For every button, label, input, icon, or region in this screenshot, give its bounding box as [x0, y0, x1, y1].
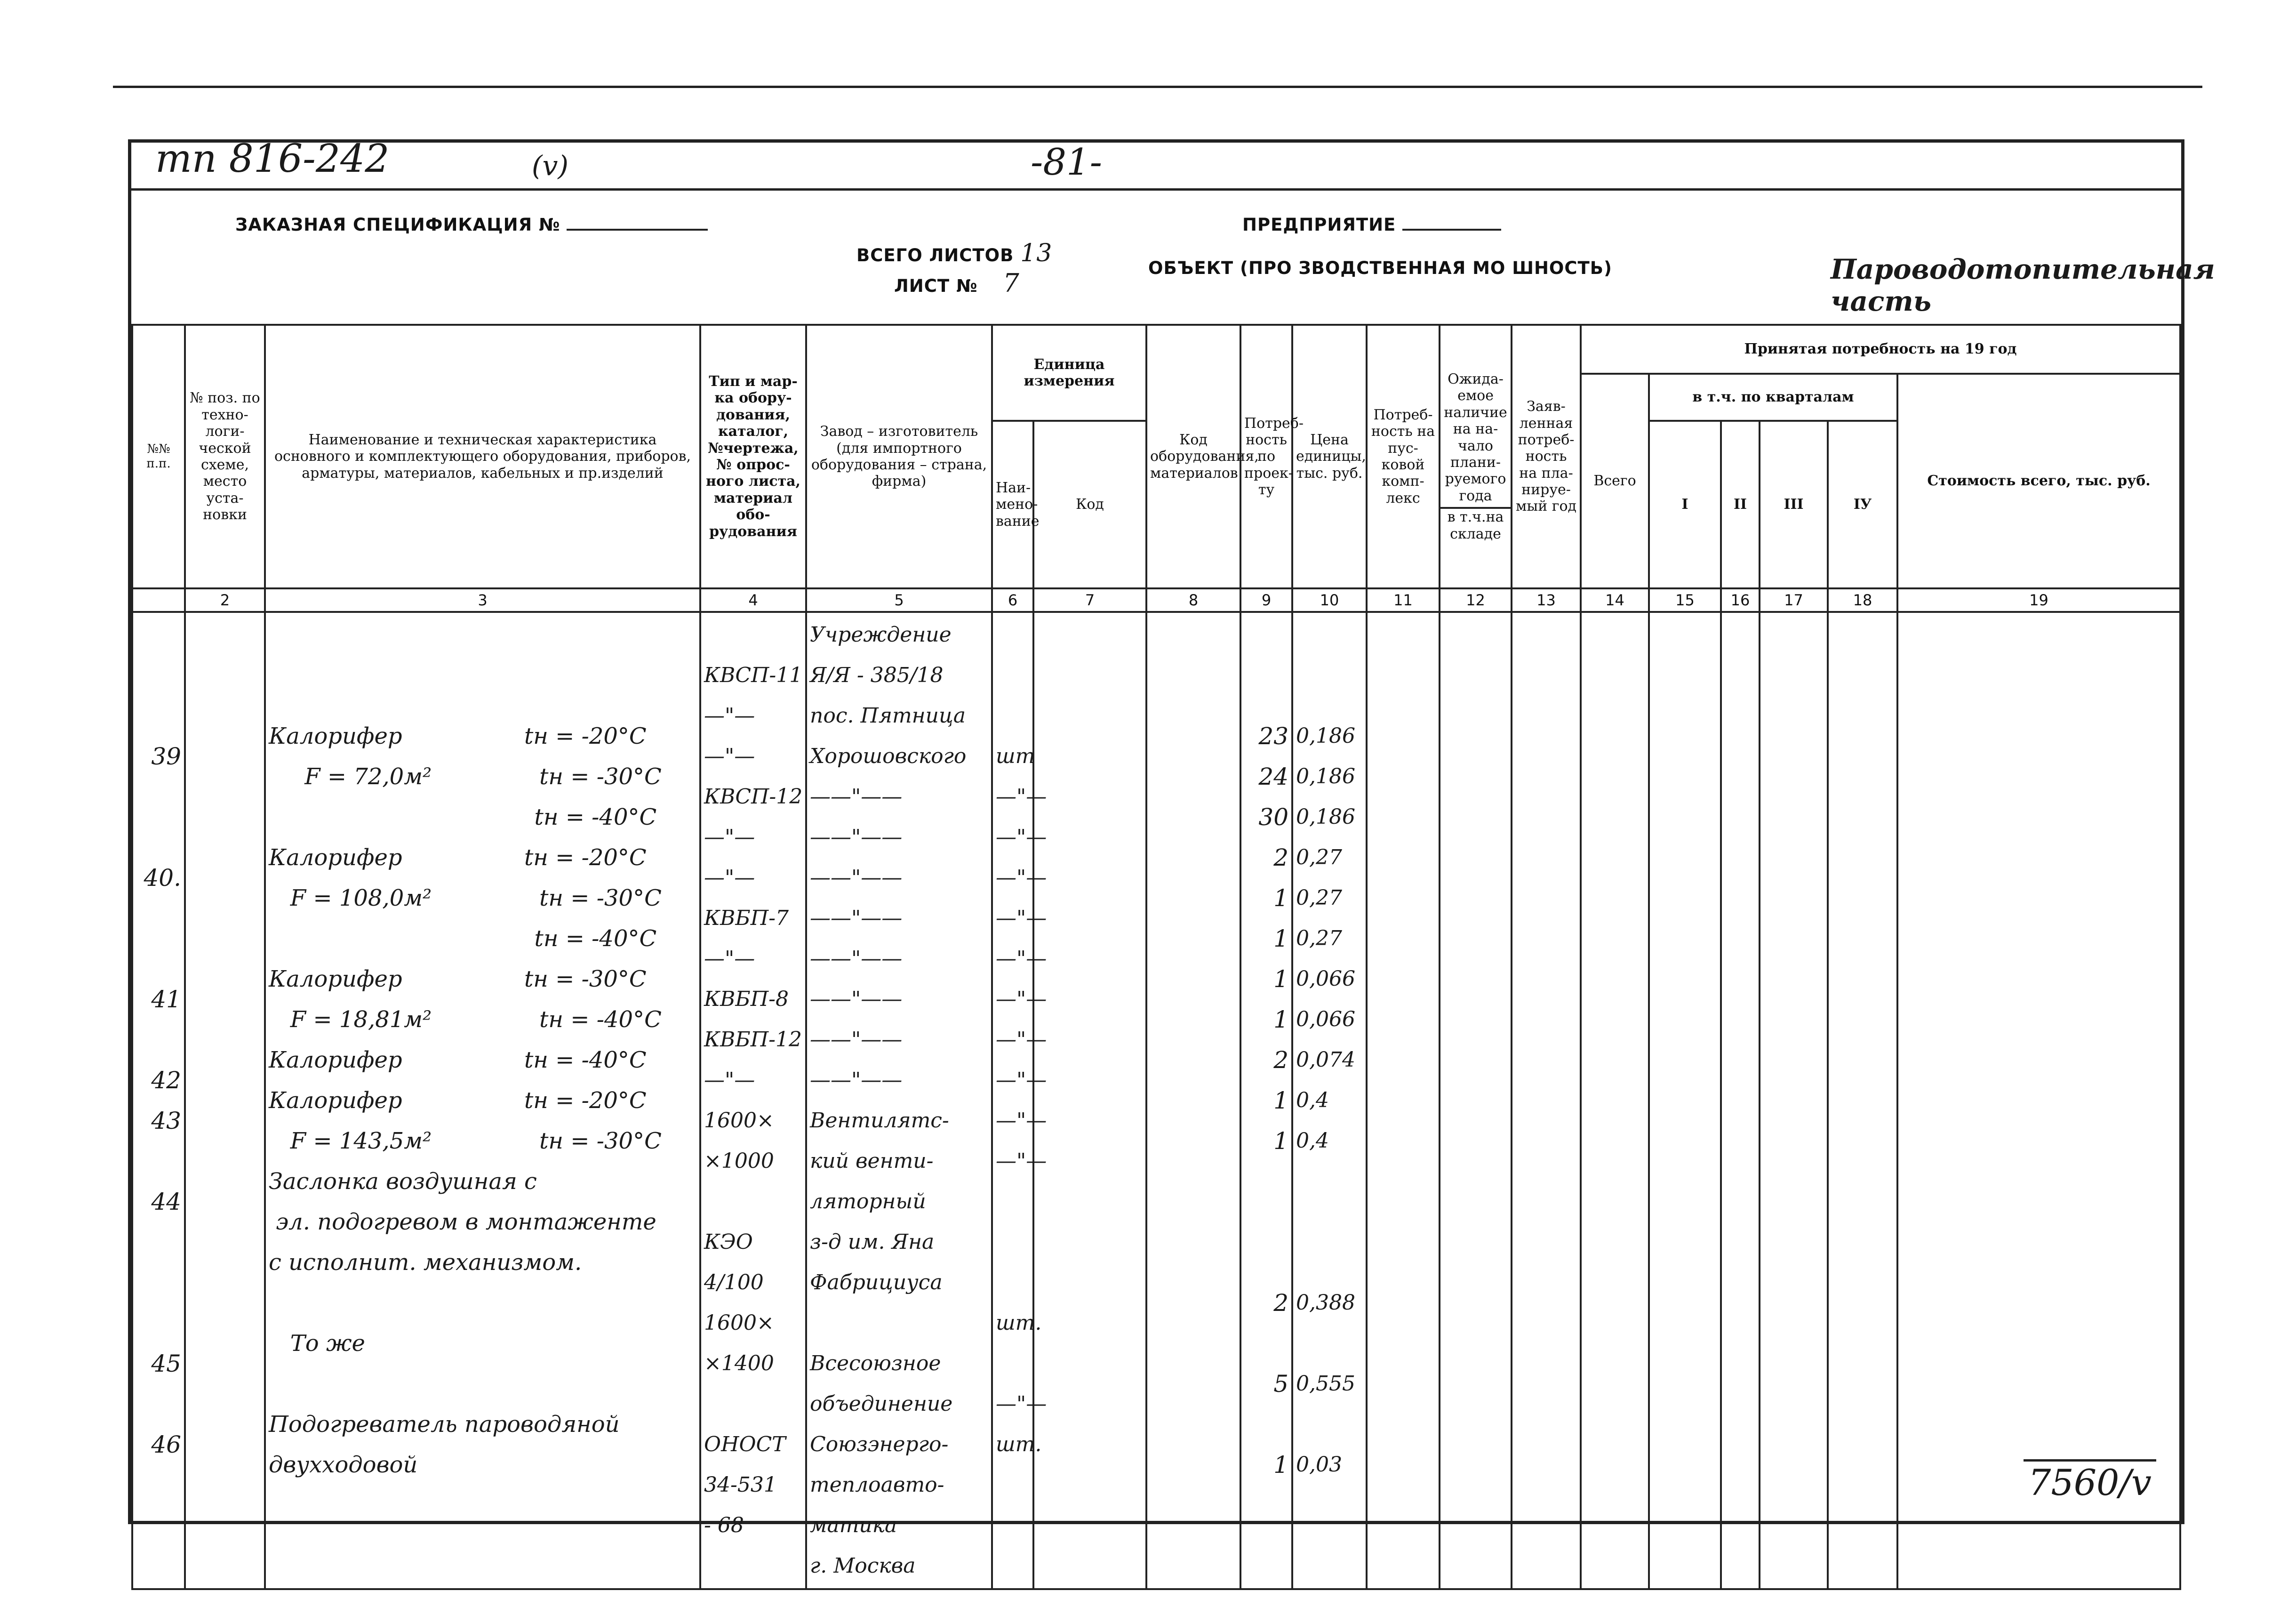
- col-15-18-header: в т.ч. по кварталам: [1649, 374, 1897, 421]
- col-17-header: III: [1760, 421, 1828, 588]
- colnum-15: 15: [1649, 588, 1721, 612]
- colnum-18: 18: [1828, 588, 1897, 612]
- body-col-3: Калорифер tн = -20°С F = 72,0м² tн = -30°С tн = -40°С Калорифер tн = -20°С F = 108,0м² tн = -30°С tн = -40°С Калорифер tн = -30°С F = 18,81м² tн = -40°С Калорифер tн = -40°С Калорифер tн = -20°С F = 143,5м² tн = -30°С Заслонка воздушная с эл. подогревом в монтаженте с исполнит. механизмом. То же Подогреватель пароводяной двухходовой: [265, 612, 700, 1589]
- col-1-header: №№ п.п.: [132, 325, 185, 588]
- colnum-17: 17: [1760, 588, 1828, 612]
- col-11-header: Потребность на пусковой комплекс: [1367, 325, 1440, 588]
- enterprise: [1242, 215, 1501, 235]
- body-col-10: 0,186 0,186 0,186 0,27 0,27 0,27 0,066 0,066 0,074 0,4 0,4 0,388 0,555 0,03: [1292, 612, 1367, 1589]
- col-13-header: Заявленная потребность на планируемый год: [1512, 325, 1581, 588]
- colnum-2: 2: [185, 588, 265, 612]
- colnum-3: 3: [265, 588, 700, 612]
- col-6-7-header: Единица измерения: [992, 325, 1146, 421]
- header-divider: [131, 188, 2181, 191]
- body-col-7: [1033, 612, 1146, 1589]
- spec-title: [235, 215, 708, 235]
- colnum-8: 8: [1146, 588, 1240, 612]
- document-part: (v): [532, 150, 569, 182]
- sheets-total-label: ВСЕГО ЛИСТОВ: [856, 245, 1014, 265]
- col-10-header: Цена единицы, тыс. руб.: [1292, 325, 1367, 588]
- body-col-2: [185, 612, 265, 1589]
- object-label: ОБЪЕКТ (ПРО ЗВОДСТВЕННАЯ МО ШНОСТЬ): [1148, 258, 1612, 278]
- specification-table: [131, 324, 2181, 1590]
- col-5-header: Завод – изготовитель (для импортного оборудования – страна, фирма): [806, 325, 992, 588]
- top-rule: [113, 86, 2202, 88]
- body-col-18: [1828, 612, 1897, 1589]
- spec-number-blank: [567, 229, 708, 231]
- col-2-header: № поз. по технологической схеме, место установки: [185, 325, 265, 588]
- body-col-11: [1367, 612, 1440, 1589]
- colnum-5: 5: [806, 588, 992, 612]
- col-8-header: Код оборудования, материалов: [1146, 325, 1240, 588]
- colnum-10: 10: [1292, 588, 1367, 612]
- section-name: Пароводотопительная часть: [1831, 253, 2215, 317]
- colnum-9: 9: [1240, 588, 1292, 612]
- body-col-1: 39 40. 41 42 43 44 45 46: [132, 612, 185, 1589]
- body-col-4: КВСП-11 —"— —"— КВСП-12 —"— —"— КВБП-7 —"— КВБП-8 КВБП-12 —"— 1600× ×1000 КЭО 4/100 1600× ×1400 ОНОСТ 34-531 - 68: [700, 612, 806, 1589]
- sheet-value: 7: [1003, 268, 1020, 298]
- colnum-19: 19: [1897, 588, 2180, 612]
- colnum-11: 11: [1367, 588, 1440, 612]
- colnum-4: 4: [700, 588, 806, 612]
- body-col-5: Учреждение Я/Я - 385/18 пос. Пятница Хорошовского ——"—— ——"—— ——"—— ——"—— ——"—— ——"—— ——"—— ——"—— Вентилятс- кий венти- ляторный з-д им. Яна Фабрициуса Всесоюзное объединение Союзэнерго- теплоавто- матика г. Москва: [806, 612, 992, 1589]
- body-col-12: [1440, 612, 1512, 1589]
- body-col-8: [1146, 612, 1240, 1589]
- colnum-16: 16: [1721, 588, 1760, 612]
- col-14-19-header: Принятая потребность на 19 год: [1581, 325, 2180, 374]
- sheet-number: [894, 268, 1020, 298]
- body-col-16: [1721, 612, 1760, 1589]
- col-3-header: Наименование и техническая характеристика основного и комплектующего оборудования, приборов, арматуры, материалов, кабельных и пр.изделий: [265, 325, 700, 588]
- col-4-header: Тип и марка оборудования, каталог, №чертежа, № опросного листа, материал оборудования: [700, 325, 806, 588]
- spec-label: ЗАКАЗНАЯ СПЕЦИФИКАЦИЯ №: [235, 215, 560, 235]
- enterprise-label: ПРЕДПРИЯТИЕ: [1242, 215, 1396, 235]
- body-col-14: [1581, 612, 1649, 1589]
- body-col-6: шт —"— —"— —"— —"— —"— —"— —"— —"— —"— —"— шт. —"— шт.: [992, 612, 1033, 1589]
- sheet-label: ЛИСТ №: [894, 276, 978, 296]
- col-6-header: Наименование: [992, 421, 1033, 588]
- col-16-header: II: [1721, 421, 1760, 588]
- colnum-13: 13: [1512, 588, 1581, 612]
- col-19-header: Стоимость всего, тыс. руб.: [1897, 374, 2180, 588]
- colnum-12: 12: [1440, 588, 1512, 612]
- col-12-header: [1440, 325, 1512, 588]
- col-7-header: Код: [1033, 421, 1146, 588]
- colnum-7: 7: [1033, 588, 1146, 612]
- document-number: тп 816-242: [155, 137, 390, 181]
- body-col-15: [1649, 612, 1721, 1589]
- colnum-1: [132, 588, 185, 612]
- col-14-header: Всего: [1581, 374, 1649, 588]
- col-18-header: IУ: [1828, 421, 1897, 588]
- archive-stamp: 7560/v: [2024, 1459, 2156, 1503]
- col-15-header: I: [1649, 421, 1721, 588]
- page-number: -81-: [1031, 141, 1102, 184]
- sheets-total-value: 13: [1020, 239, 1053, 267]
- col-9-header: Потребность по проекту: [1240, 325, 1292, 588]
- body-col-17: [1760, 612, 1828, 1589]
- body-col-13: [1512, 612, 1581, 1589]
- enterprise-blank: [1402, 229, 1501, 231]
- col-12-main-label: Ожидаемое наличие на начало планируемого года: [1444, 371, 1507, 504]
- body-col-19: [1897, 612, 2180, 1589]
- body-col-9: 23 24 30 2 1 1 1 1 2 1 1 2 5 1: [1240, 612, 1292, 1589]
- colnum-6: 6: [992, 588, 1033, 612]
- colnum-14: 14: [1581, 588, 1649, 612]
- sheets-total: [856, 239, 1052, 267]
- col-12-sub-label: в т.ч.на складе: [1440, 507, 1511, 542]
